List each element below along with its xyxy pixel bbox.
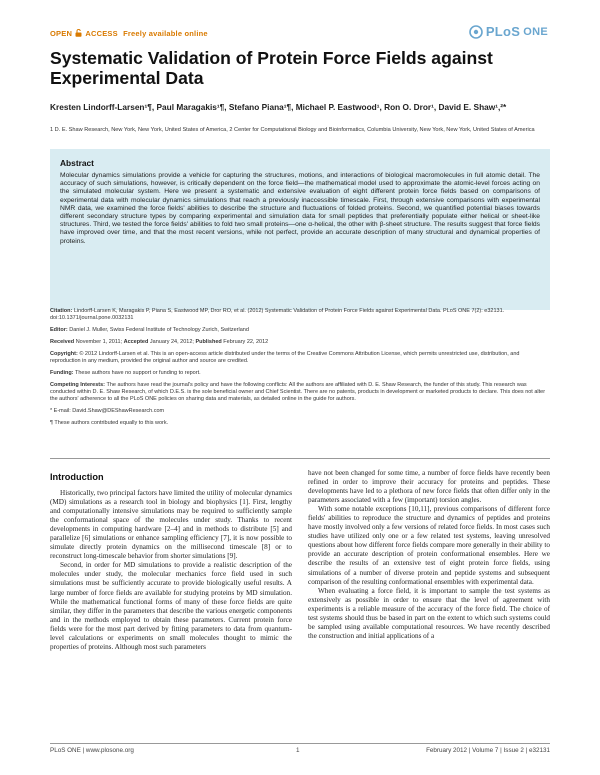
dates: Received November 1, 2011; Accepted January 24, 2012; Published February 22, 2012 bbox=[50, 339, 269, 345]
section-divider bbox=[50, 458, 550, 459]
abstract-box bbox=[50, 149, 550, 310]
page-number: 1 bbox=[296, 747, 300, 754]
funding: Funding: These authors have no support or funding to report. bbox=[50, 370, 201, 376]
body-column-right bbox=[308, 469, 550, 641]
equal-contribution-note: ¶ These authors contributed equally to this work. bbox=[50, 420, 169, 426]
affiliations: 1 D. E. Shaw Research, New York, New York, United States of America, 2 Center for Computational Biology and Bioinformatics, Columbia University, New York, New York, United States of America bbox=[50, 127, 535, 133]
corresponding-email: * E-mail: David.Shaw@DEShawResearch.com bbox=[50, 408, 165, 414]
editor: Editor: Daniel J. Muller, Swiss Federal Institute of Technology Zurich, Switzerland bbox=[50, 327, 249, 333]
competing-interests: Competing Interests: The authors have read the journal's policy and have the following conflicts: All the authors are affiliated with D. E. Shaw Research, the funder of this study. This research was conducted within D. E. Shaw Research, of which D.E.S. is the sole beneficial owner and Chief Scientist. There are no patents, products in development or marketed products to declare. This does not alter the authors' adherence to all the PLoS ONE policies on sharing data and materials, as detailed online in the guide for authors. bbox=[50, 382, 546, 402]
author-list: Kresten Lindorff-Larsen¹¶, Paul Maragakis¹¶, Stefano Piana¹¶, Michael P. Eastwood¹, Ron O. Dror¹, David E. Shaw¹,²* bbox=[50, 102, 507, 112]
abstract-text: Molecular dynamics simulations provide a vehicle for capturing the structures, motions, and interactions of biological macromolecules in full atomic detail. The accuracy of such simulations, however, is critically dependent on the force field—the mathematical model used to approximate the atomic-level forces acting on the simulated molecular system. Here we present a systematic and extensive evaluation of eight different protein force fields based on comparisons of experimental data with molecular dynamics simulations that reach a previously inaccessible timescale. First, through extensive comparisons with experimental NMR data, we examined the force fields' abilities to describe the structure and fluctuations of folded proteins. Second, we quantified potential biases towards different secondary structure types by comparing experimental and simulation data for small peptides that preferentially populate either helical or sheet-like structures. Third, we tested the force fields' abilities to fold two small proteins—one α-helical, the other with β-sheet structure. The results suggest that force fields have improved over time, and that the most recent versions, while not perfect, provide an accurate description of many structural and dynamical properties of proteins. bbox=[60, 172, 540, 245]
paragraph: Historically, two principal factors have limited the utility of molecular dynamics (MD) simulations as a research tool in biology and biophysics [1]. First, lengthy and computationally intensive simulations may be required to sufficiently sample the conformational space of the molecules under study. Thanks to recent developments in computing hardware [2–4] and in methods to distribute [5] and parallelize [6] simulations or enhance sampling efficiency [7], it is now possible to simulate directly protein dynamics on the millisecond timescale [8] or to reconstruct long-timescale behavior from shorter simulations [9]. bbox=[50, 489, 292, 561]
open-lock-icon bbox=[75, 29, 82, 37]
body-column-left bbox=[50, 489, 292, 652]
paragraph: Second, in order for MD simulations to provide a realistic description of the molecules under study, the molecular mechanics force field used in such simulations must be sufficiently accurate to provide biologically useful results. A large number of force fields are available for studying proteins by MD simulation. While the mathematical functional forms of many of these force fields are quite similar, they differ in the parameters that describe the various energetic components and in the methods employed to obtain these parameters. Current protein force fields were for the most part derived by fitting parameters to data from quantum-level calculations or experiments on small molecules thought to mimic the properties of proteins. Although most such parameters bbox=[50, 561, 292, 651]
citation: Citation: Lindorff-Larsen K, Maragakis P, Piana S, Eastwood MP, Dror RO, et al. (2012) Systematic Validation of Protein Force Fields against Experimental Data. PLoS ONE 7(2): e32131. doi:10.1371/journal.pone.0032131 bbox=[50, 308, 505, 321]
introduction-heading: Introduction bbox=[50, 472, 104, 482]
copyright: Copyright: © 2012 Lindorff-Larsen et al. This is an open-access article distributed under the terms of the Creative Commons Attribution License, which permits unrestricted use, distribution, and reproduction in any medium, provided the original author and source are credited. bbox=[50, 351, 520, 364]
footer-journal: PLoS ONE | www.plosone.org bbox=[50, 747, 134, 754]
footer-issue: February 2012 | Volume 7 | Issue 2 | e32131 bbox=[426, 747, 550, 754]
open-access-banner: OPEN ACCESS Freely available online bbox=[50, 29, 208, 38]
article-title: Systematic Validation of Protein Force Fields against Experimental Data bbox=[50, 48, 493, 88]
article-metadata bbox=[50, 308, 550, 432]
paragraph: have not been changed for some time, a number of force fields have recently been refined in order to improve their accuracy for proteins and peptides. These developments have led to a plethora of new force fields that often differ only in the parameters associated with a few (important) torsion angles. bbox=[308, 469, 550, 505]
abstract-heading: Abstract bbox=[60, 158, 94, 168]
paragraph: With some notable exceptions [10,11], previous comparisons of different force fields' abilities to reproduce the structure and dynamics of peptides and proteins have mostly involved only a few versions of related force fields. In most cases such studies have utilized only one or a few related test systems, leaving unresolved questions about how different force fields compare more generally in their ability to provide an accurate description of protein conformational ensembles. Here we describe the results of an extensive test of eight protein force fields, using simulations of a number of diverse protein and peptide systems and subsequent comparison of the resulting conformational ensembles with experimental data. bbox=[308, 505, 550, 586]
paragraph: When evaluating a force field, it is important to sample the test systems as extensively as possible in order to ensure that the level of agreement with experiments is a reliable measure of the accuracy of the force field. The choice of test systems should thus be based in part on the extent to which such systems could be sampled using available computational resources. We have recently described the construction and initial applications of a bbox=[308, 586, 550, 640]
journal-logo: PLoS ONE bbox=[469, 24, 548, 39]
plos-one-logo-icon bbox=[469, 25, 483, 39]
footer-divider bbox=[50, 743, 550, 744]
